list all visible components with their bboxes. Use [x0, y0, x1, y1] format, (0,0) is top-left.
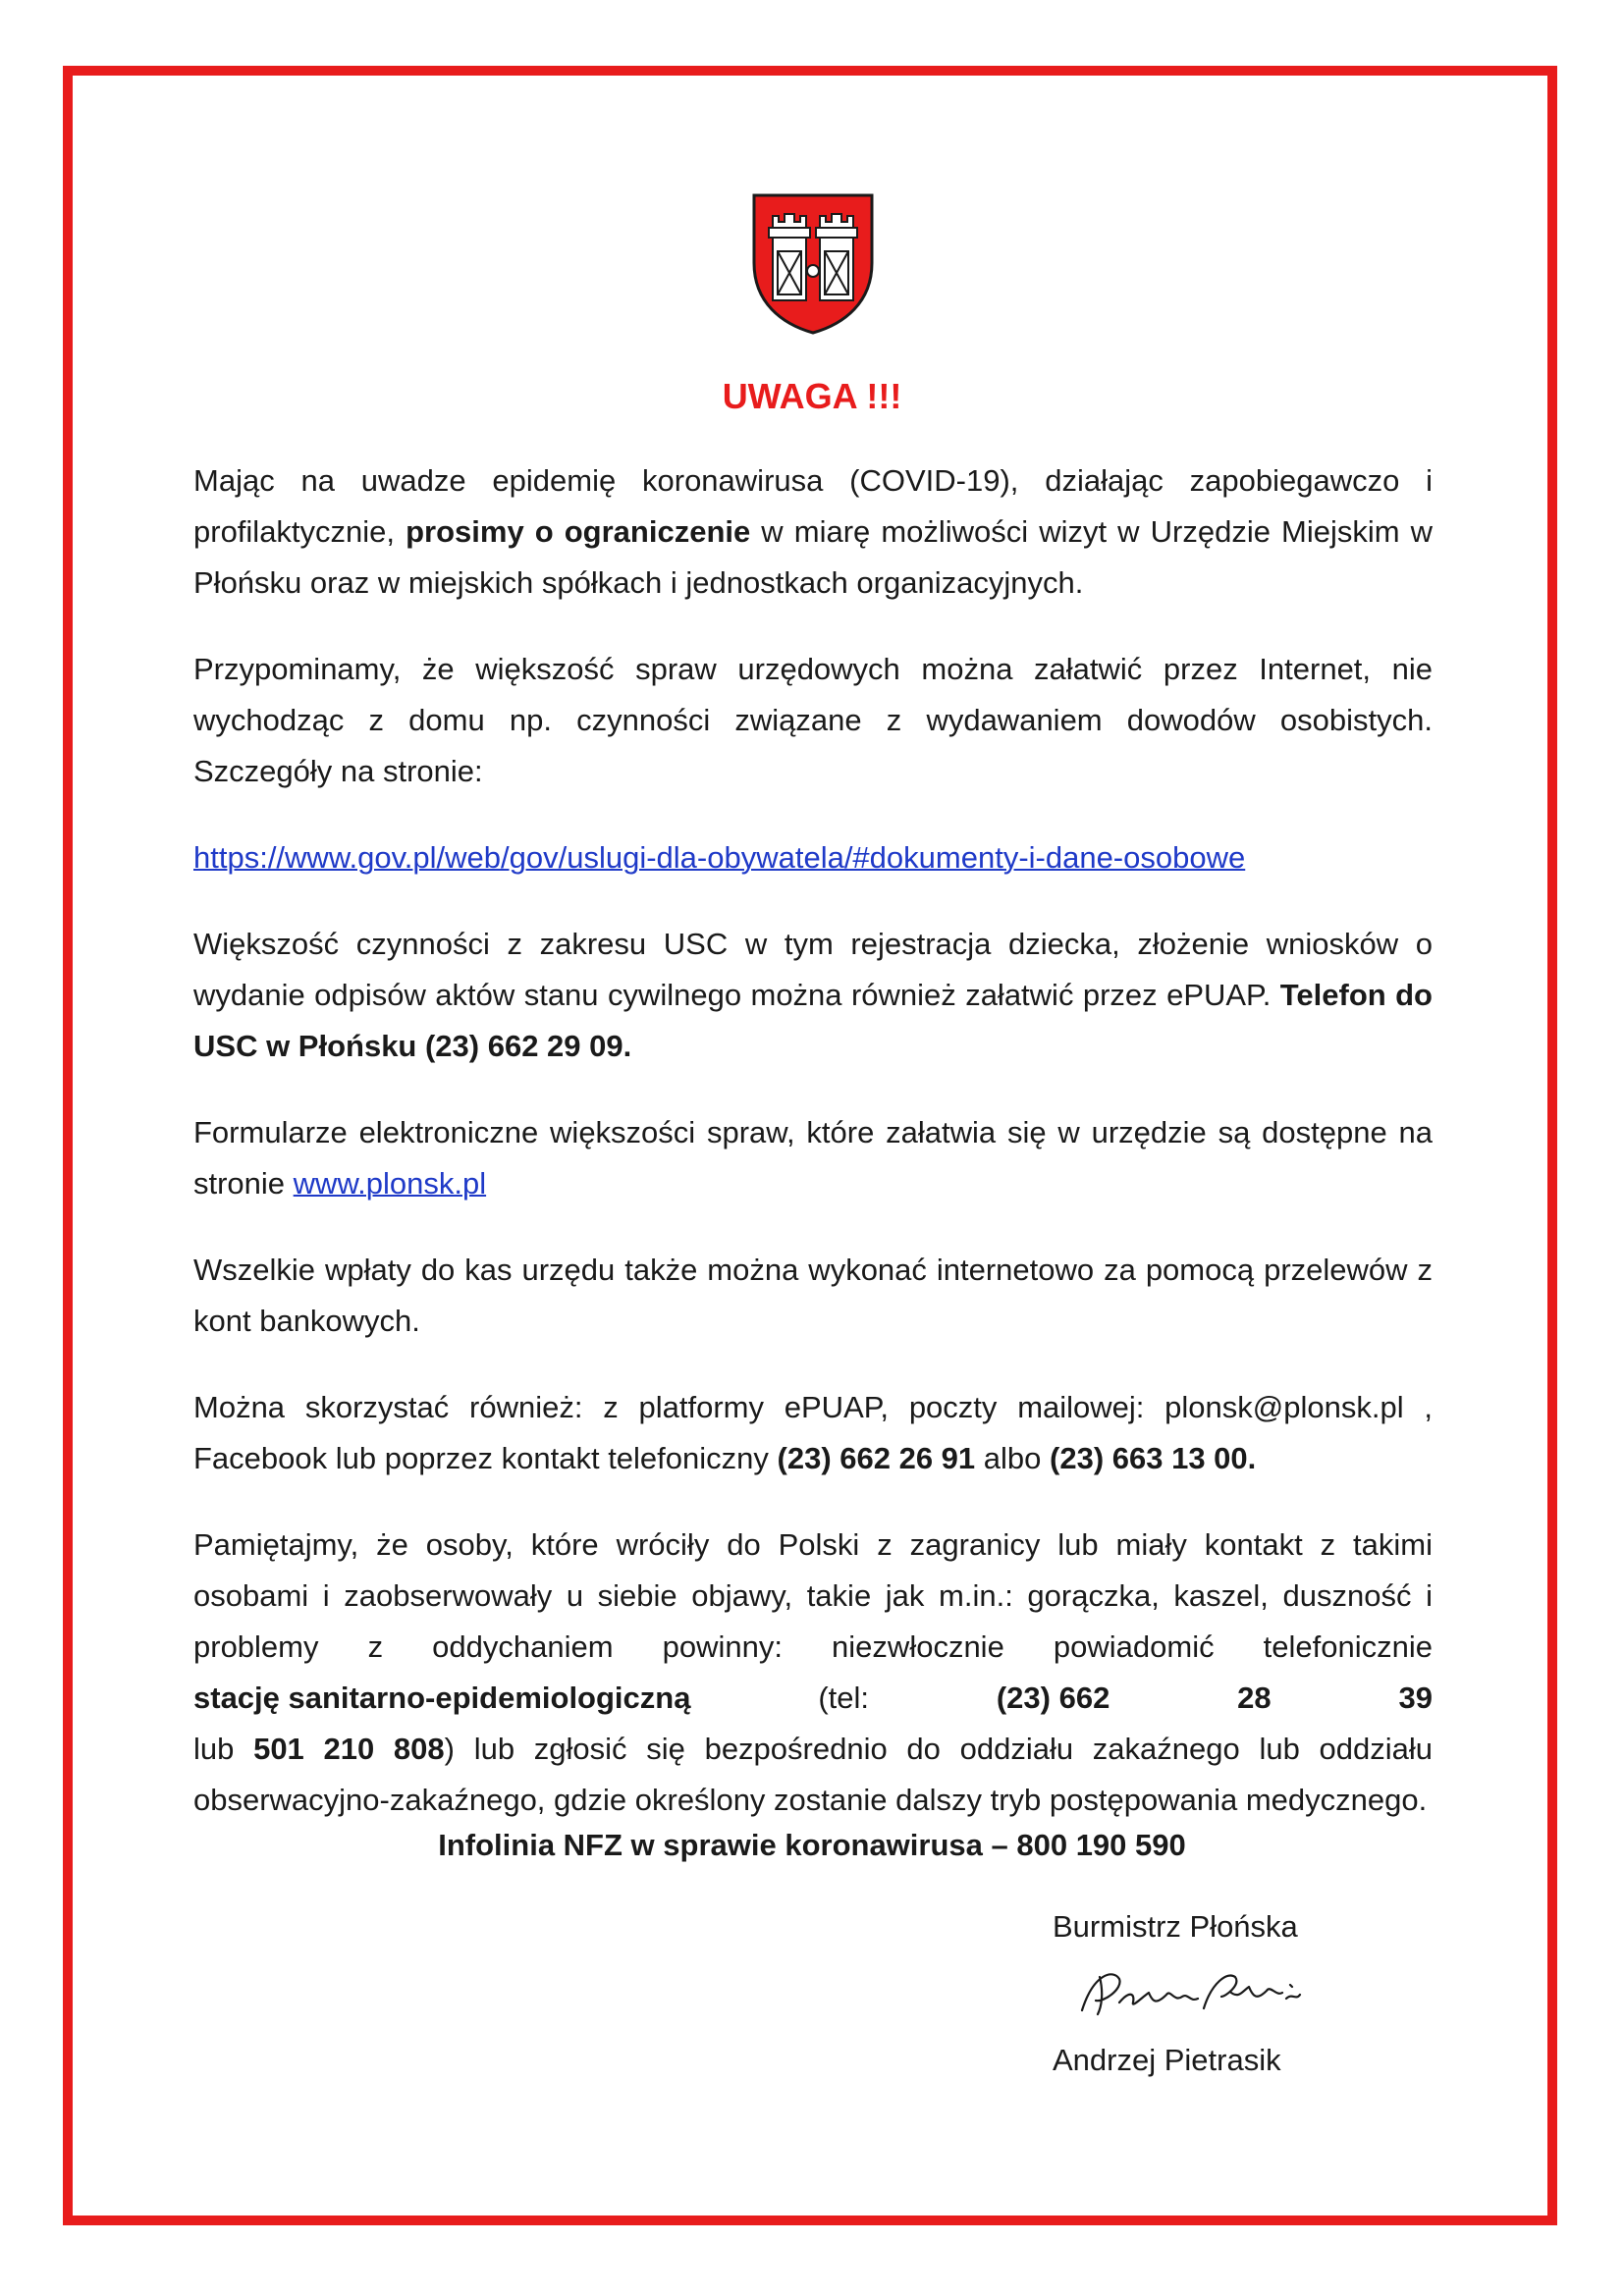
paragraph-text: Większość czynności z zakresu USC w tym rejestracja dziecka, złożenie wniosków o wydanie odpisów aktów stanu cywilnego można również załatwić przez ePUAP. — [193, 927, 1433, 1012]
paragraph-visit-restriction — [193, 455, 1433, 609]
signatory-name: Andrzej Pietrasik — [1053, 2043, 1281, 2077]
paragraph-gov-link — [193, 832, 1433, 883]
paragraph-contact-channels — [193, 1382, 1433, 1484]
paragraph-text: Formularze elektroniczne większości spraw, które załatwia się w urzędzie są dostępne na stronie — [193, 1115, 1433, 1201]
paragraph-payments: Wszelkie wpłaty do kas urzędu także można wykonać internetowo za pomocą przelewów z kont bankowych. — [193, 1253, 1433, 1338]
usc-phone: Telefon do USC w Płońsku (23) 662 29 09. — [193, 978, 1433, 1063]
paragraph-text: albo — [975, 1441, 1051, 1475]
paragraph-usc — [193, 919, 1433, 1072]
station-phone-part: 28 — [1237, 1681, 1272, 1715]
tel-label: (tel: — [818, 1681, 869, 1715]
paragraph-text: Można skorzystać również: z platformy ePUAP, poczty mailowej: plonsk@plonsk.pl , Facebook lub poprzez kontakt telefoniczny — [193, 1390, 1433, 1475]
nfz-infoline: Infolinia NFZ w sprawie koronawirusa – 800 190 590 — [438, 1828, 1186, 1862]
signatory-role: Burmistrz Płońska — [1053, 1909, 1298, 1944]
signature-block — [1053, 1902, 1367, 2085]
station-phone-part: (23) 662 — [996, 1681, 1110, 1715]
crest-of-plonsk-icon — [751, 192, 875, 336]
lub-text: lub — [193, 1732, 254, 1766]
paragraph-text: ) lub zgłosić się bezpośrednio do oddziału zakaźnego lub oddziału obserwacyjno-zakaźnego, gdzie określony zostanie dalszy tryb postępowania medycznego. — [193, 1732, 1433, 1817]
phone-number: (23) 662 26 91 — [777, 1441, 976, 1475]
phone-number: (23) 663 13 00. — [1050, 1441, 1257, 1475]
station-contact-line — [193, 1673, 1433, 1724]
paragraph-online-services: Przypominamy, że większość spraw urzędowych można załatwić przez Internet, nie wychodząc z domu np. czynności związane z wydawaniem dowodów osobistych. Szczegóły na stronie: — [193, 652, 1433, 788]
paragraph-text: Pamiętajmy, że osoby, które wróciły do Polski z zagranicy lub miały kontakt z takimi osobami i zaobserwowały u siebie objawy, takie jak m.in.: gorączka, kaszel, duszność i problemy z oddychaniem powinny: niezwłocznie powiadomić telefonicznie — [193, 1527, 1433, 1664]
page-title: UWAGA !!! — [722, 376, 902, 416]
paragraph-text-continued — [193, 1724, 1433, 1826]
paragraph-sanitary-station — [193, 1520, 1433, 1826]
paragraph-forms — [193, 1107, 1433, 1209]
paragraph-text: w miarę możliwości wizyt w Urzędzie Miejskim w Płońsku oraz w miejskich spółkach i jednostkach organizacyjnych. — [193, 514, 1433, 600]
station-phone-part: 39 — [1398, 1681, 1433, 1715]
station-mobile: 501 210 808 — [253, 1732, 445, 1766]
bold-phrase: prosimy o ograniczenie — [406, 514, 751, 549]
plonsk-website-link[interactable]: www.plonsk.pl — [293, 1166, 487, 1201]
gov-services-link[interactable]: https://www.gov.pl/web/gov/uslugi-dla-obywatela/#dokumenty-i-dane-osobowe — [193, 840, 1246, 875]
notice-body — [193, 455, 1433, 1861]
paragraph-text: Mając na uwadze epidemię koronawirusa (COVID-19), działając zapobiegawczo i profilaktycznie, — [193, 463, 1433, 549]
handwritten-signature — [1074, 1963, 1310, 2022]
station-name: stację sanitarno-epidemiologiczną — [193, 1681, 691, 1715]
